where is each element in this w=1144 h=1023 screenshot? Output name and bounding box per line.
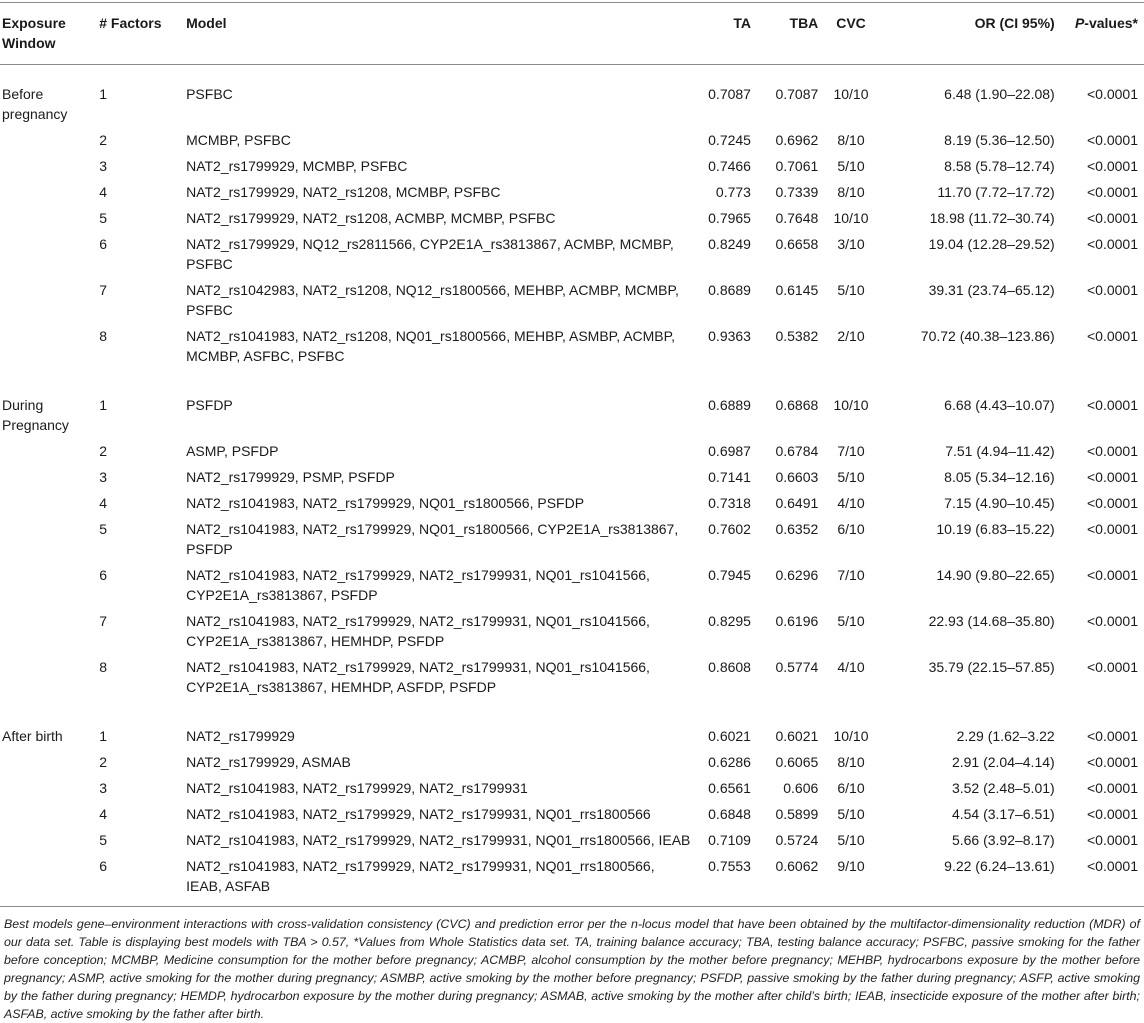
cell-p-value: <0.0001 — [1087, 86, 1138, 102]
cell-cvc: 5/10 — [837, 832, 865, 848]
table-row — [0, 277, 1144, 323]
cell-cvc: 10/10 — [833, 397, 869, 413]
cell-p-value: <0.0001 — [1087, 469, 1138, 485]
cell-exposure-window — [0, 277, 91, 323]
cell-exposure-window — [0, 464, 91, 490]
cell-cvc: 10/10 — [833, 86, 869, 102]
cell-tba: 0.5382 — [775, 328, 819, 344]
cell-cvc: 5/10 — [837, 469, 865, 485]
cell-p-value: <0.0001 — [1087, 328, 1138, 344]
cell-ta: 0.6561 — [708, 780, 751, 796]
cell-tba: 0.6868 — [775, 397, 819, 413]
cell-cvc: 6/10 — [837, 521, 865, 537]
header-model: Model — [182, 3, 695, 65]
table-caption: Best models gene–environment interactions with cross-validation consistency (CVC) and prediction error per the n-locus model that have been obtained by the multifactor-dimensionality reduction (MDR) of our data set. Table is displaying best models with TBA > 0.57, *Values from Whole Statistics data set. TA, training balance accuracy; TBA, testing balance accuracy; PSFBC, passive smoking for the father before conception; MCMBP, Medicine consumption for the mother before pregnancy; ACMBP, alcohol consumption by the mother before pregnancy; MEHBP, hydrocarbons exposure by the mother before pregnancy; ASMP, active smoking for the mother during pregnancy; ASMBP, active smoking by the mother before pregnancy; PSFDP, passive smoking by the father during pregnancy; ASFP, active smoking by the father during pregnancy; HEMDP, hydrocarbon exposure by the mother during pregnancy; ASMAB, active smoking by the mother after child’s birth; IEAB, insecticide exposure of the mother after birth; ASFAB, active smoking by the father after birth. — [4, 917, 1140, 1021]
cell-ta: 0.7466 — [708, 158, 751, 174]
cell-exposure-window — [0, 775, 91, 801]
cell-ta: 0.6286 — [708, 754, 751, 770]
table-row — [0, 205, 1144, 231]
cell-exposure-window — [0, 516, 91, 562]
cell-cvc: 8/10 — [837, 132, 865, 148]
cell-p-value: <0.0001 — [1087, 282, 1138, 298]
cell-or: 7.15 (4.90–10.45) — [944, 495, 1055, 511]
table-row — [0, 801, 1144, 827]
header-or: OR (CI 95%) — [880, 3, 1065, 65]
cell-or: 7.51 (4.94–11.42) — [945, 443, 1055, 459]
cell-cvc: 8/10 — [837, 754, 865, 770]
cell-factors: 6 — [99, 236, 108, 252]
cell-model: NAT2_rs1799929, PSMP, PSFDP — [186, 469, 395, 485]
header-p-rest: -values* — [1084, 15, 1138, 31]
cell-factors: 4 — [99, 495, 108, 511]
cell-p-value: <0.0001 — [1087, 613, 1138, 629]
cell-exposure-window — [0, 205, 91, 231]
cell-model: NAT2_rs1799929, ASMAB — [186, 754, 351, 770]
cell-p-value: <0.0001 — [1087, 210, 1138, 226]
cell-or: 3.52 (2.48–5.01) — [951, 780, 1055, 796]
table-row — [0, 231, 1144, 277]
cell-p-value: <0.0001 — [1087, 659, 1138, 675]
cell-tba: 0.6784 — [775, 443, 819, 459]
cell-or: 6.48 (1.90–22.08) — [944, 86, 1055, 102]
cell-ta: 0.7087 — [708, 86, 751, 102]
header-ta: TA — [695, 3, 755, 65]
cell-or: 22.93 (14.68–35.80) — [928, 613, 1055, 629]
cell-p-value: <0.0001 — [1087, 495, 1138, 511]
cell-cvc: 5/10 — [837, 158, 865, 174]
table-row — [0, 749, 1144, 775]
cell-model: NAT2_rs1041983, NAT2_rs1799929, NAT2_rs1799931, NQ01_rs1041566, CYP2E1A_rs3813867, HEMHDP, ASFDP, PSFDP — [186, 659, 650, 695]
cell-model: NAT2_rs1042983, NAT2_rs1208, NQ12_rs1800566, MEHBP, ACMBP, MCMBP, PSFBC — [186, 282, 679, 318]
header-tba: TBA — [755, 3, 822, 65]
cell-factors: 1 — [99, 397, 108, 413]
cell-p-value: <0.0001 — [1087, 443, 1138, 459]
cell-or: 14.90 (9.80–22.65) — [936, 567, 1055, 583]
table-row — [0, 438, 1144, 464]
cell-or: 35.79 (22.15–57.85) — [928, 659, 1055, 675]
cell-ta: 0.8689 — [708, 282, 751, 298]
table-row — [0, 490, 1144, 516]
table-row — [0, 775, 1144, 801]
cell-cvc: 2/10 — [837, 328, 865, 344]
cell-ta: 0.7965 — [708, 210, 751, 226]
cell-model: PSFDP — [186, 397, 233, 413]
cell-or: 11.70 (7.72–17.72) — [937, 184, 1055, 200]
cell-tba: 0.6145 — [775, 282, 819, 298]
header-p-italic: P — [1074, 15, 1085, 31]
cell-exposure-window — [0, 654, 91, 707]
cell-factors: 3 — [99, 158, 108, 174]
cell-ta: 0.6021 — [708, 728, 751, 744]
cell-model: NAT2_rs1799929 — [186, 728, 295, 744]
cell-or: 9.22 (6.24–13.61) — [880, 853, 1065, 907]
cell-cvc: 8/10 — [837, 184, 865, 200]
header-cvc: CVC — [822, 3, 879, 65]
header-factors: # Factors — [91, 3, 182, 65]
cell-exposure-window — [0, 749, 91, 775]
cell-factors: 4 — [99, 806, 108, 822]
cell-cvc: 9/10 — [822, 853, 879, 907]
cell-exposure-window — [0, 608, 91, 654]
cell-tba: 0.5899 — [775, 806, 819, 822]
cell-model: NAT2_rs1041983, NAT2_rs1799929, NAT2_rs1799931, NQ01_rrs1800566, IEAB — [186, 832, 691, 848]
table-row — [0, 707, 1144, 749]
cell-exposure-window: During Pregnancy — [2, 397, 69, 433]
cell-factors: 7 — [99, 613, 108, 629]
cell-tba: 0.6491 — [775, 495, 819, 511]
table-row — [0, 516, 1144, 562]
cell-factors: 5 — [99, 832, 108, 848]
table-row — [0, 153, 1144, 179]
cell-ta: 0.7945 — [708, 567, 751, 583]
cell-model: NAT2_rs1799929, NAT2_rs1208, MCMBP, PSFBC — [186, 184, 501, 200]
cell-tba: 0.6065 — [775, 754, 819, 770]
table-row — [0, 562, 1144, 608]
cell-model: NAT2_rs1041983, NAT2_rs1799929, NAT2_rs1799931, NQ01_rrs1800566, IEAB, ASFAB — [182, 853, 695, 907]
cell-tba: 0.7648 — [775, 210, 819, 226]
cell-model: ASMP, PSFDP — [186, 443, 279, 459]
cell-ta: 0.773 — [715, 184, 751, 200]
cell-exposure-window — [0, 179, 91, 205]
cell-or: 2.91 (2.04–4.14) — [951, 754, 1055, 770]
cell-or: 8.58 (5.78–12.74) — [944, 158, 1055, 174]
cell-ta: 0.7109 — [708, 832, 751, 848]
table-row — [0, 654, 1144, 707]
cell-or: 6.68 (4.43–10.07) — [944, 397, 1055, 413]
cell-factors: 8 — [99, 328, 108, 344]
cell-or: 4.54 (3.17–6.51) — [951, 806, 1055, 822]
cell-tba: 0.6658 — [775, 236, 819, 252]
cell-exposure-window — [0, 153, 91, 179]
cell-ta: 0.8295 — [708, 613, 751, 629]
cell-p-value: <0.0001 — [1087, 754, 1138, 770]
cell-model: NAT2_rs1799929, MCMBP, PSFBC — [186, 158, 408, 174]
cell-cvc: 7/10 — [837, 567, 865, 583]
cell-or: 19.04 (12.28–29.52) — [928, 236, 1055, 252]
cell-model: NAT2_rs1799929, NAT2_rs1208, ACMBP, MCMBP, PSFBC — [186, 210, 556, 226]
cell-cvc: 6/10 — [837, 780, 865, 796]
cell-p-value: <0.0001 — [1087, 806, 1138, 822]
cell-p-value: <0.0001 — [1087, 236, 1138, 252]
cell-factors: 1 — [99, 728, 108, 744]
cell-or: 39.31 (23.74–65.12) — [928, 282, 1055, 298]
cell-tba: 0.6296 — [775, 567, 819, 583]
cell-model: NAT2_rs1799929, NQ12_rs2811566, CYP2E1A_rs3813867, ACMBP, MCMBP, PSFBC — [186, 236, 674, 272]
header-row — [0, 3, 1144, 65]
cell-ta: 0.8608 — [708, 659, 751, 675]
cell-cvc: 10/10 — [833, 728, 869, 744]
cell-factors: 8 — [99, 659, 108, 675]
cell-or: 8.05 (5.34–12.16) — [944, 469, 1055, 485]
cell-cvc: 4/10 — [837, 495, 865, 511]
cell-exposure-window — [0, 562, 91, 608]
cell-or: 70.72 (40.38–123.86) — [920, 328, 1055, 344]
cell-ta: 0.7553 — [695, 853, 755, 907]
cell-model: NAT2_rs1041983, NAT2_rs1799929, NAT2_rs1799931 — [186, 780, 528, 796]
table-group — [0, 707, 1144, 907]
table-row — [0, 127, 1144, 153]
cell-factors: 2 — [99, 132, 108, 148]
cell-exposure-window — [0, 490, 91, 516]
table-row — [0, 827, 1144, 853]
cell-model: NAT2_rs1041983, NAT2_rs1799929, NAT2_rs1799931, NQ01_rrs1800566 — [186, 806, 651, 822]
cell-exposure-window — [0, 438, 91, 464]
cell-ta: 0.7245 — [708, 132, 751, 148]
cell-ta: 0.8249 — [708, 236, 751, 252]
cell-cvc: 5/10 — [837, 806, 865, 822]
cell-factors: 6 — [99, 567, 108, 583]
cell-model: NAT2_rs1041983, NAT2_rs1799929, NQ01_rs1800566, CYP2E1A_rs3813867, PSFDP — [186, 521, 679, 557]
cell-cvc: 7/10 — [837, 443, 865, 459]
cell-p-value: <0.0001 — [1087, 397, 1138, 413]
cell-factors: 2 — [99, 443, 108, 459]
cell-tba: 0.606 — [783, 780, 819, 796]
header-exposure-window: Exposure Window — [0, 3, 91, 65]
cell-ta: 0.9363 — [708, 328, 751, 344]
table-row — [0, 608, 1144, 654]
cell-factors: 7 — [99, 282, 108, 298]
cell-ta: 0.7602 — [708, 521, 751, 537]
cell-tba: 0.6196 — [775, 613, 819, 629]
cell-tba: 0.7339 — [775, 184, 819, 200]
cell-tba: 0.7061 — [775, 158, 819, 174]
cell-tba: 0.6062 — [755, 853, 822, 907]
cell-model: NAT2_rs1041983, NAT2_rs1799929, NAT2_rs1799931, NQ01_rs1041566, CYP2E1A_rs3813867, PSFDP — [186, 567, 650, 603]
cell-cvc: 3/10 — [837, 236, 865, 252]
cell-exposure-window: After birth — [2, 728, 63, 744]
cell-factors: 4 — [99, 184, 108, 200]
cell-exposure-window — [0, 323, 91, 376]
cell-p-value: <0.0001 — [1065, 853, 1144, 907]
cell-tba: 0.5774 — [775, 659, 819, 675]
cell-factors: 3 — [99, 469, 108, 485]
cell-p-value: <0.0001 — [1087, 832, 1138, 848]
cell-tba: 0.7087 — [775, 86, 819, 102]
cell-or: 18.98 (11.72–30.74) — [929, 210, 1055, 226]
cell-p-value: <0.0001 — [1087, 158, 1138, 174]
cell-factors: 2 — [99, 754, 108, 770]
cell-exposure-window — [0, 231, 91, 277]
cell-ta: 0.7141 — [708, 469, 751, 485]
cell-factors: 6 — [91, 853, 182, 907]
cell-p-value: <0.0001 — [1087, 728, 1138, 744]
cell-model: MCMBP, PSFBC — [186, 132, 291, 148]
cell-cvc: 10/10 — [833, 210, 869, 226]
table-row — [0, 65, 1144, 128]
cell-factors: 3 — [99, 780, 108, 796]
cell-tba: 0.6021 — [775, 728, 819, 744]
header-p-values — [1065, 3, 1144, 65]
cell-exposure-window — [0, 827, 91, 853]
cell-ta: 0.6987 — [708, 443, 751, 459]
cell-tba: 0.5724 — [775, 832, 819, 848]
cell-ta: 0.6848 — [708, 806, 751, 822]
cell-or: 5.66 (3.92–8.17) — [951, 832, 1055, 848]
cell-ta: 0.7318 — [708, 495, 751, 511]
cell-tba: 0.6603 — [775, 469, 819, 485]
cell-p-value: <0.0001 — [1087, 184, 1138, 200]
results-table — [0, 2, 1144, 907]
cell-exposure-window — [0, 127, 91, 153]
cell-p-value: <0.0001 — [1087, 780, 1138, 796]
cell-model: NAT2_rs1041983, NAT2_rs1799929, NQ01_rs1800566, PSFDP — [186, 495, 585, 511]
cell-tba: 0.6962 — [775, 132, 819, 148]
cell-exposure-window — [0, 801, 91, 827]
cell-exposure-window — [0, 853, 91, 907]
table-row — [0, 853, 1144, 907]
cell-model: NAT2_rs1041983, NAT2_rs1799929, NAT2_rs1799931, NQ01_rs1041566, CYP2E1A_rs3813867, HEMHDP, PSFDP — [186, 613, 650, 649]
cell-p-value: <0.0001 — [1087, 132, 1138, 148]
cell-or: 8.19 (5.36–12.50) — [944, 132, 1055, 148]
cell-factors: 5 — [99, 521, 108, 537]
table-row — [0, 323, 1144, 376]
cell-factors: 1 — [99, 86, 108, 102]
cell-or: 10.19 (6.83–15.22) — [936, 521, 1055, 537]
table-header — [0, 3, 1144, 65]
cell-model: NAT2_rs1041983, NAT2_rs1208, NQ01_rs1800566, MEHBP, ASMBP, ACMBP, MCMBP, ASFBC, PSFBC — [186, 328, 676, 364]
cell-p-value: <0.0001 — [1087, 521, 1138, 537]
cell-ta: 0.6889 — [708, 397, 751, 413]
cell-cvc: 5/10 — [837, 613, 865, 629]
cell-model: PSFBC — [186, 86, 233, 102]
cell-cvc: 5/10 — [837, 282, 865, 298]
table-group — [0, 376, 1144, 707]
table-group — [0, 65, 1144, 377]
cell-p-value: <0.0001 — [1087, 567, 1138, 583]
cell-cvc: 4/10 — [837, 659, 865, 675]
table-row — [0, 376, 1144, 438]
cell-exposure-window: Before pregnancy — [2, 86, 68, 122]
cell-tba: 0.6352 — [775, 521, 819, 537]
cell-or: 2.29 (1.62–3.22 — [956, 728, 1055, 744]
table-row — [0, 179, 1144, 205]
cell-factors: 5 — [99, 210, 108, 226]
table-row — [0, 464, 1144, 490]
